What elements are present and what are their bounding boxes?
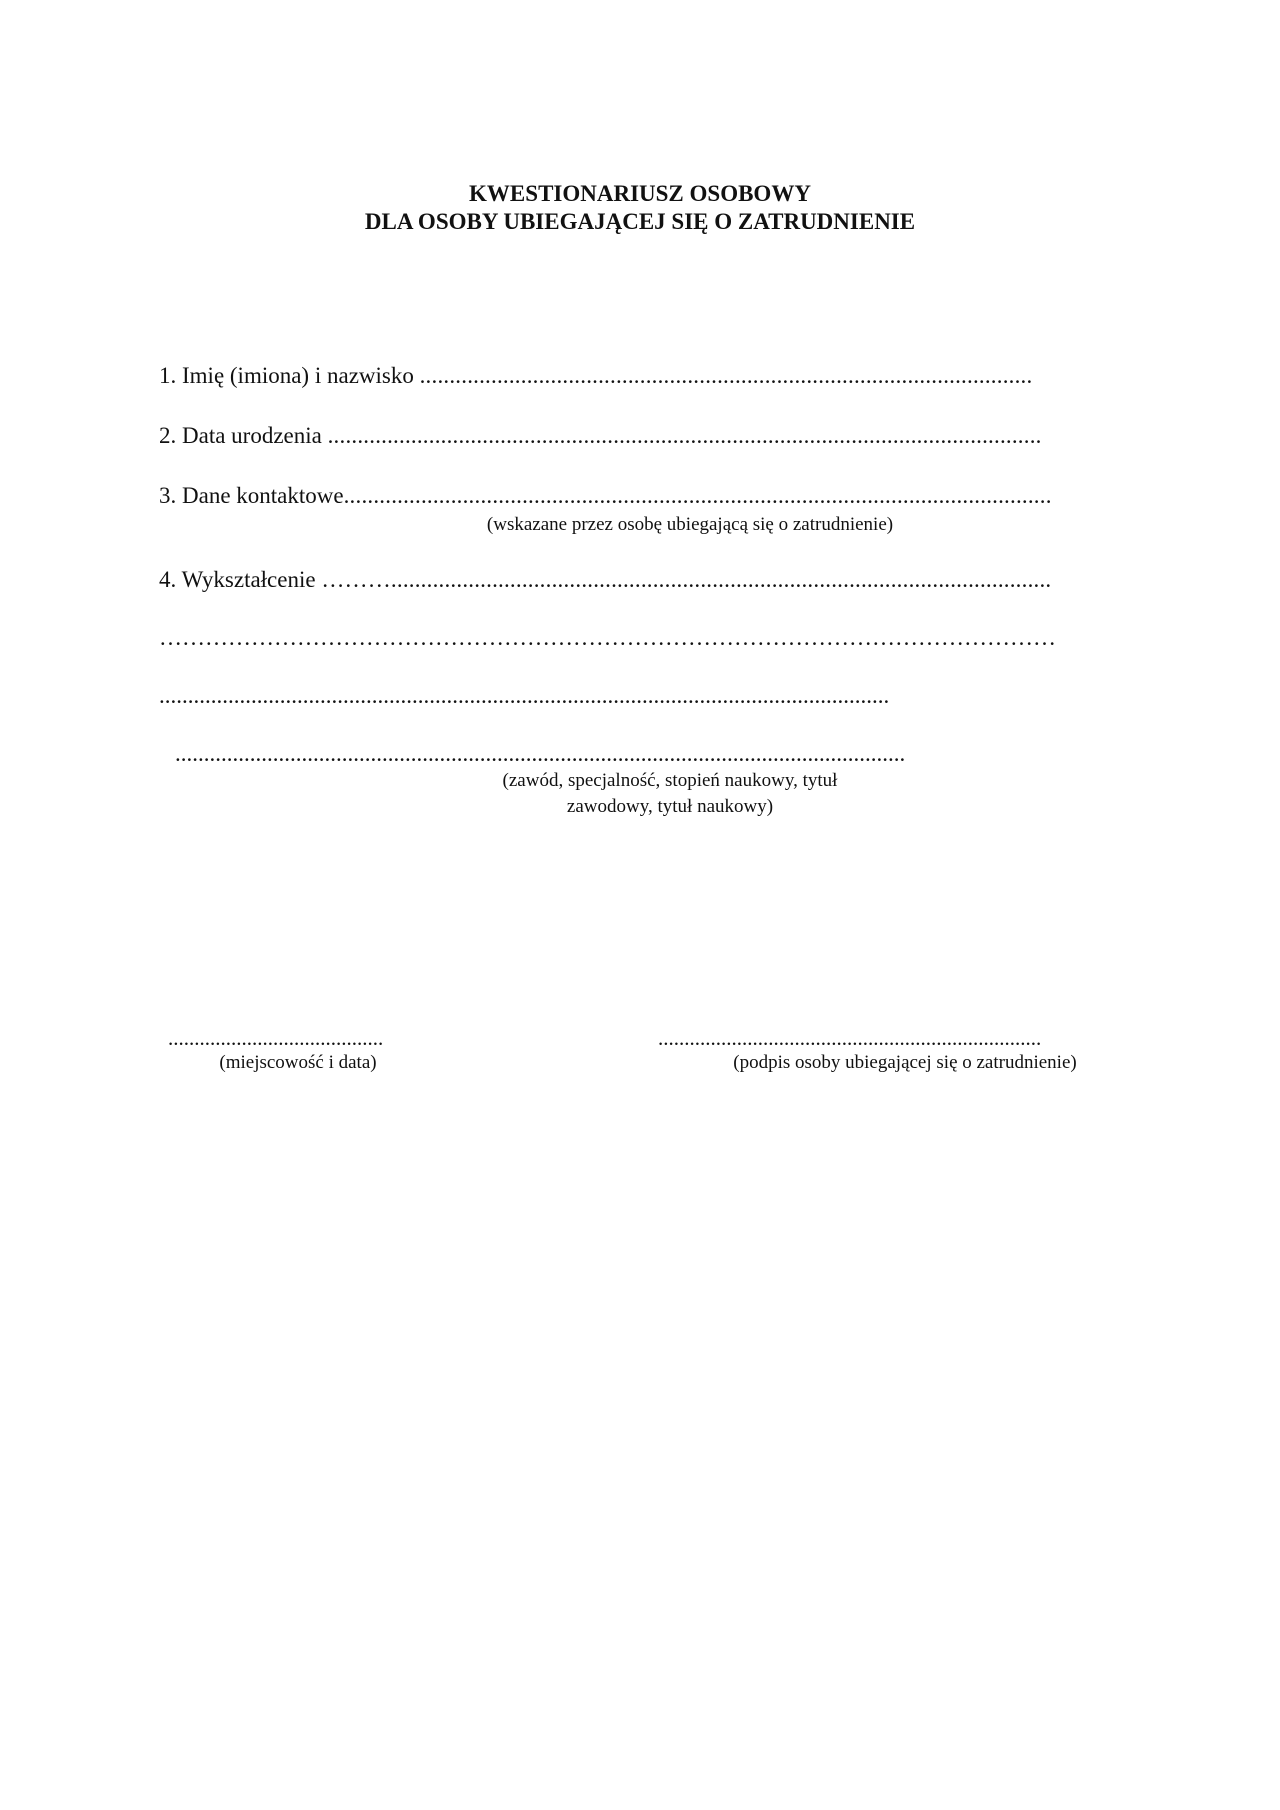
field-education-line-4[interactable]: ............................................................................................................................... bbox=[175, 741, 906, 766]
field-contact-data-dots[interactable]: ....................................................................................................................... bbox=[343, 483, 1052, 508]
field-education-note-line-1: (zawód, specjalność, stopień naukowy, tytuł bbox=[502, 770, 838, 791]
field-full-name-dots[interactable]: ....................................................................................................... bbox=[419, 363, 1033, 388]
field-full-name-label: 1. Imię (imiona) i nazwisko bbox=[159, 363, 420, 388]
place-date-field[interactable]: ......................................... bbox=[168, 1026, 384, 1050]
document-title-line-2: DLA OSOBY UBIEGAJĄCEJ SIĘ O ZATRUDNIENIE bbox=[364, 209, 916, 234]
field-education-dots[interactable]: ………............................................................................................................... bbox=[321, 567, 1052, 592]
signature-label: (podpis osoby ubiegającej się o zatrudnienie) bbox=[733, 1052, 1077, 1073]
field-full-name[interactable] bbox=[159, 362, 1032, 390]
field-education-label: 4. Wykształcenie bbox=[159, 567, 322, 592]
field-education-line-2[interactable]: ……………………………………………………………………………………………………… bbox=[159, 625, 1056, 650]
field-birth-date[interactable] bbox=[159, 422, 1042, 450]
field-birth-date-label: 2. Data urodzenia bbox=[159, 423, 328, 448]
field-birth-date-dots[interactable]: ........................................................................................................................ bbox=[327, 423, 1042, 448]
signature-field[interactable]: ......................................................................... bbox=[658, 1026, 1042, 1050]
place-date-label: (miejscowość i data) bbox=[219, 1052, 377, 1073]
field-education[interactable] bbox=[159, 566, 1051, 594]
field-contact-data[interactable] bbox=[159, 482, 1052, 510]
field-education-note-line-2: zawodowy, tytuł naukowy) bbox=[566, 796, 774, 817]
document-title-line-1: KWESTIONARIUSZ OSOBOWY bbox=[469, 181, 811, 206]
field-contact-data-note: (wskazane przez osobę ubiegającą się o zatrudnienie) bbox=[486, 514, 894, 535]
field-contact-data-label: 3. Dane kontaktowe bbox=[159, 483, 344, 508]
field-education-line-3[interactable]: ............................................................................................................................... bbox=[159, 683, 890, 708]
